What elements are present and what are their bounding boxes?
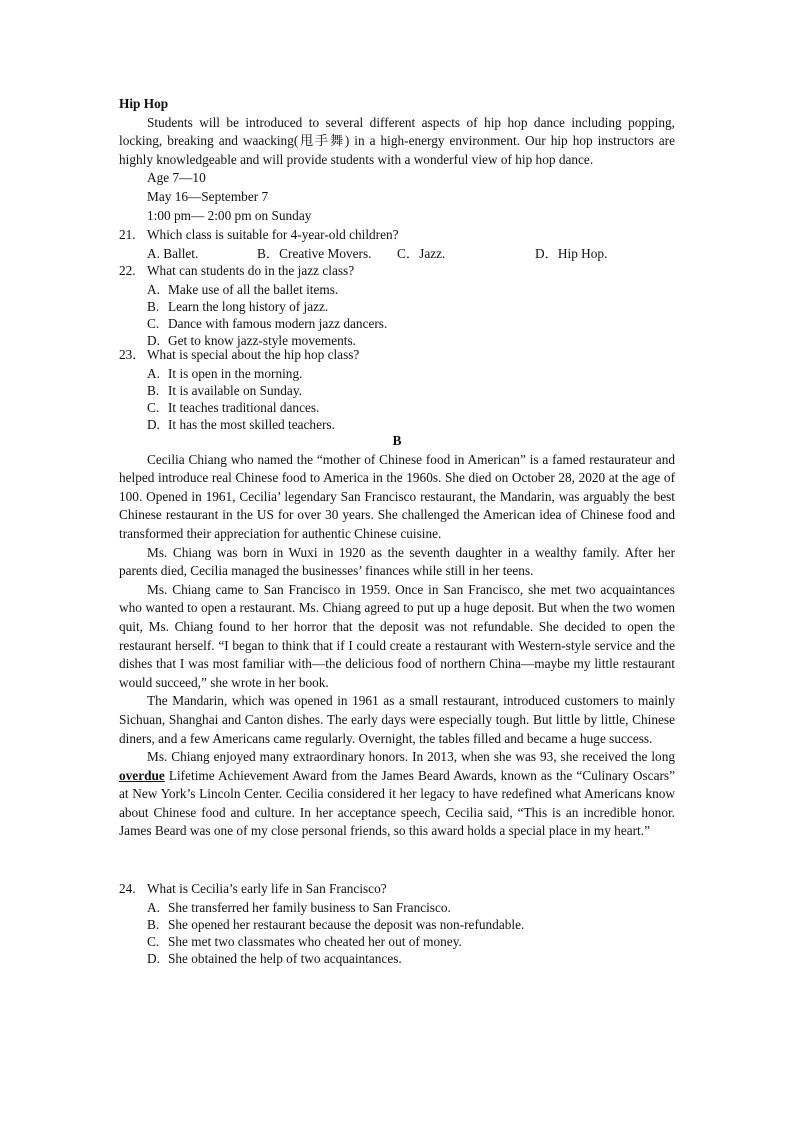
- hiphop-section: [119, 95, 675, 225]
- question-21: [119, 226, 675, 263]
- passage-paragraph: Cecilia Chiang who named the “mother of Chinese food in American” is a famed restaurateur and helped introduce real Chinese food to America in the 1960s. She died on October 28, 2020 at the age of 100. Opened in 1961, Cecilia’ legendary San Francisco restaurant, the Mandarin, was arguably the best Chinese restaurant in the US for over 30 years. She challenged the American idea of Chinese food and transformed their appreciation for authentic Chinese cuisine.: [119, 451, 675, 541]
- section-label: B: [392, 433, 402, 448]
- option-b[interactable]: B. It is available on Sunday.: [147, 382, 302, 398]
- option-b[interactable]: B. She opened her restaurant because the deposit was non-refundable.: [147, 916, 525, 932]
- underlined-word: overdue: [119, 767, 165, 783]
- option-c[interactable]: C. She met two classmates who cheated her out of money.: [147, 933, 462, 949]
- option-d[interactable]: D．Hip Hop.: [535, 245, 608, 261]
- question-number: 21.: [119, 227, 136, 242]
- option-b[interactable]: B．Creative Movers.: [257, 245, 372, 261]
- option-d[interactable]: D. She obtained the help of two acquaintances.: [147, 950, 402, 966]
- option-b[interactable]: B. Learn the long history of jazz.: [147, 298, 329, 314]
- option-d[interactable]: D. Get to know jazz-style movements.: [147, 332, 356, 348]
- passage-paragraph: Ms. Chiang was born in Wuxi in 1920 as the seventh daughter in a wealthy family. After her parents died, Cecilia managed the businesses’ finances while still in her teens.: [119, 544, 675, 579]
- hiphop-age: Age 7—10: [147, 170, 206, 186]
- option-c[interactable]: C. It teaches traditional dances.: [147, 399, 320, 415]
- option-d[interactable]: D. It has the most skilled teachers.: [147, 416, 335, 432]
- hiphop-title: Hip Hop: [119, 96, 169, 111]
- question-21-options: [119, 245, 675, 264]
- option-c[interactable]: C．Jazz.: [397, 245, 446, 261]
- hiphop-time: 1:00 pm— 2:00 pm on Sunday: [147, 207, 312, 223]
- passage-paragraph: The Mandarin, which was opened in 1961 as a small restaurant, introduced customers to mainly Sichuan, Shanghai and Canton dishes. The early days were especially tough. But little by little, Chinese diners, and a few Americans came regularly. Overnight, the tables filled and became a huge success.: [119, 693, 675, 746]
- hiphop-description: Students will be introduced to several different aspects of hip hop dance including popping, locking, breaking and waacking(甩手舞) in a high-energy environment. Our hip hop instructors are highly knowledgeable and will provide students with a wonderful view of hip hop dance.: [119, 114, 675, 167]
- passage-paragraph: Ms. Chiang came to San Francisco in 1959. Once in San Francisco, she met two acquaintances who wanted to open a restaurant. Ms. Chiang agreed to put up a huge deposit. But when the two women quit, Ms. Chiang found to her horror that the deposit was not refundable. She decided to open the restaurant herself. “I began to think that if I could create a restaurant with Western-style service and the dishes that I was most familiar with—the delicious food of northern China—maybe my little restaurant would succeed,” she wrote in her book.: [119, 581, 675, 690]
- option-a[interactable]: A. It is open in the morning.: [147, 365, 303, 381]
- passage-paragraph: Ms. Chiang enjoyed many extraordinary honors. In 2013, when she was 93, she received the long overdue Lifetime Achievement Award from the James Beard Awards, known as the “Culinary Oscars” at New York’s Lincoln Center. Cecilia considered it her legacy to have redefined what Americans know about Chinese food and culture. In her acceptance speech, Cecilia said, “This is an incredible honor. James Beard was one of my close personal friends, so this award holds a special place in my heart.”: [119, 749, 675, 839]
- option-c[interactable]: C. Dance with famous modern jazz dancers.: [147, 315, 388, 331]
- question-text: Which class is suitable for 4-year-old children?: [147, 227, 399, 242]
- question-22: [119, 262, 675, 349]
- option-a[interactable]: A. Make use of all the ballet items.: [147, 281, 339, 297]
- question-text: What is special about the hip hop class?: [147, 347, 360, 362]
- question-23: [119, 346, 675, 433]
- option-a[interactable]: A. She transferred her family business to San Francisco.: [147, 899, 451, 915]
- question-text: What can students do in the jazz class?: [147, 263, 355, 278]
- option-a[interactable]: A. Ballet.: [147, 245, 199, 261]
- question-text: What is Cecilia’s early life in San Francisco?: [147, 881, 387, 896]
- question-number: 22.: [119, 263, 136, 278]
- question-number: 23．: [119, 347, 146, 362]
- passage-b: [119, 432, 675, 841]
- hiphop-dates: May 16—September 7: [147, 188, 269, 204]
- question-24: [119, 880, 675, 967]
- question-number: 24.: [119, 881, 136, 896]
